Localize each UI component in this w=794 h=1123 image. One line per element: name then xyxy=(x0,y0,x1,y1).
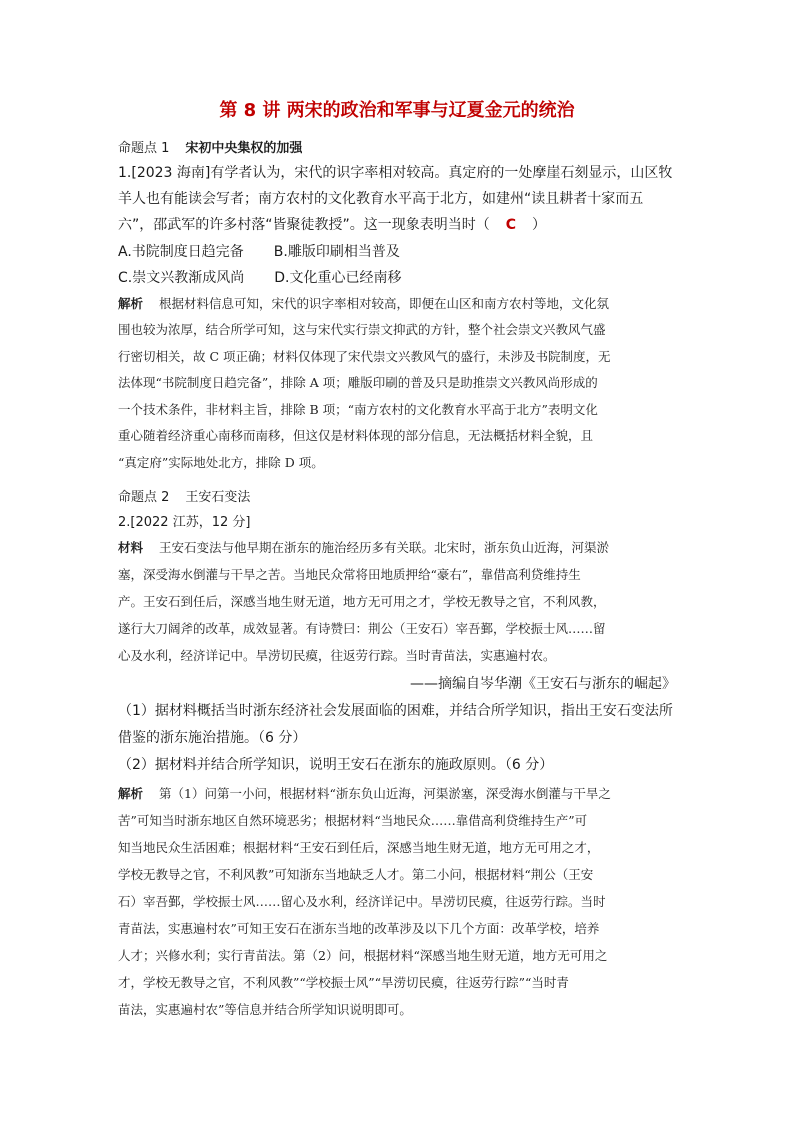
material-source: ——摘编自岑华潮《王安石与浙东的崛起》 xyxy=(410,676,676,692)
analysis-1-line-6: 重心随着经济重心南移而南移，但这仅是材料体现的部分信息，无法概括材料全貌，且 xyxy=(118,428,594,443)
q1-answer-close: ） xyxy=(532,217,547,233)
material-line-2: 塞，深受海水倒灌与干旱之苦。当地民众常将田地质押给“豪右”，靠借高利贷维持生 xyxy=(118,567,581,582)
sub-question-1-line-1: （1）据材料概括当时浙东经济社会发展面临的困难，并结合所学知识，指出王安石变法所 xyxy=(118,703,673,719)
section-2-title: 王安石变法 xyxy=(185,490,251,505)
option-b: B.雕版印刷相当普及 xyxy=(273,244,400,260)
analysis-1-label: 解析 xyxy=(118,296,144,311)
material-line-4: 遂行大刀阔斧的改革，成效显著。有诗赞曰：荆公（王安石）宰吾鄞，学校振士风……留 xyxy=(118,621,606,636)
analysis-1-text-1: 根据材料信息可知，宋代的识字率相对较高，即便在山区和南方农村等地，文化氛 xyxy=(159,296,610,311)
material-line-5: 心及水利，经济详记中。旱涝切民瘼，往返劳行踪。当时青苗法，实惠遍村农。 xyxy=(118,648,556,663)
option-a: A.书院制度日趋完备 xyxy=(118,244,244,260)
q1-options-row-2 xyxy=(118,267,401,287)
analysis-2-line-9: 苗法，实惠遍村农”等信息并结合所学知识说明即可。 xyxy=(118,1002,412,1017)
section-2-heading xyxy=(118,486,250,505)
analysis-1-line-7: “真定府”实际地处北方，排除 D 项。 xyxy=(118,455,324,470)
material-line-3: 产。王安石到任后，深感当地生财无道，地方无可用之才，学校无教导之官，不利风教， xyxy=(118,594,606,609)
sub-question-1-line-2: 借鉴的浙东施治措施。（6 分） xyxy=(118,730,307,746)
q1-line-3-text: 六”，邵武军的许多村落“皆聚徒教授”。这一现象表明当时（ xyxy=(118,217,490,233)
analysis-1-line-4: 法体现“书院制度日趋完备”，排除 A 项；雕版印刷的普及只是助推崇文兴教风尚形成的 xyxy=(118,375,598,390)
q2-header: 2.[2022 江苏，12 分] xyxy=(118,515,251,530)
q1-line-3 xyxy=(118,214,546,234)
analysis-2-line-7: 人才；兴修水利；实行青苗法。第（2）问，根据材料“深感当地生财无道，地方无可用之 xyxy=(118,948,608,963)
analysis-2-line-3: 知当地民众生活困难；根据材料“王安石到任后，深感当地生财无道，地方无可用之才， xyxy=(118,840,600,855)
sub-question-2: （2）据材料并结合所学知识，说明王安石在浙东的施政原则。（6 分） xyxy=(118,757,554,773)
analysis-1-line-1 xyxy=(118,294,609,312)
analysis-2-line-4: 学校无教导之官，不利风教”可知浙东当地缺乏人才。第二小问，根据材料“荆公（王安 xyxy=(118,867,594,882)
analysis-2-line-6: 青苗法，实惠遍村农”可知王安石在浙东当地的改革涉及以下几个方面：改革学校，培养 xyxy=(118,921,600,936)
material-line-1 xyxy=(118,538,609,556)
material-text-1: 王安石变法与他早期在浙东的施治经历多有关联。北宋时，浙东负山近海，河渠淤 xyxy=(159,540,610,555)
page-title: 第 8 讲 两宋的政治和军事与辽夏金元的统治 xyxy=(219,100,575,121)
analysis-2-line-5: 石）宰吾鄞，学校振士风……留心及水利，经济详记中。旱涝切民瘼，往返劳行踪。当时 xyxy=(118,894,606,909)
analysis-2-line-8: 才，学校无教导之官，不利风教”“学校振士风”“旱涝切民瘼，往返劳行踪”“当时青 xyxy=(118,975,569,990)
section-1-label: 命题点 1 xyxy=(118,141,170,156)
analysis-2-label: 解析 xyxy=(118,786,144,801)
material-label: 材料 xyxy=(118,540,144,555)
analysis-2-line-1 xyxy=(118,784,611,802)
analysis-1-line-5: 一个技术条件，非材料主旨，排除 B 项；“南方农村的文化教育水平高于北方”表明文化 xyxy=(118,402,598,417)
option-c: C.崇文兴教渐成风尚 xyxy=(118,270,245,286)
q1-line-2: 羊人也有能读会写者；南方农村的文化教育水平高于北方，如建州“读且耕者十家而五 xyxy=(118,191,644,207)
section-2-label: 命题点 2 xyxy=(118,490,170,505)
analysis-2-text-1: 第（1）问第一小问，根据材料“浙东负山近海，河渠淤塞，深受海水倒灌与干旱之 xyxy=(159,786,611,801)
q1-answer: C xyxy=(505,217,517,233)
q1-options-row-1 xyxy=(118,241,400,261)
analysis-2-line-2: 苦”可知当时浙东地区自然环境恶劣；根据材料“当地民众……靠借高利贷维持生产”可 xyxy=(118,813,588,828)
q1-line-1: 1.[2023 海南]有学者认为，宋代的识字率相对较高。真定府的一处摩崖石刻显示，山区牧 xyxy=(118,165,673,181)
section-1-title: 宋初中央集权的加强 xyxy=(185,141,303,156)
analysis-1-line-3: 行密切相关，故 C 项正确；材料仅体现了宋代崇文兴教风气的盛行，未涉及书院制度，无 xyxy=(118,349,611,364)
option-d: D.文化重心已经南移 xyxy=(274,270,402,286)
section-1-heading xyxy=(118,137,302,156)
analysis-1-line-2: 围也较为浓厚，结合所学可知，这与宋代实行崇文抑武的方针，整个社会崇文兴教风气盛 xyxy=(118,322,606,337)
